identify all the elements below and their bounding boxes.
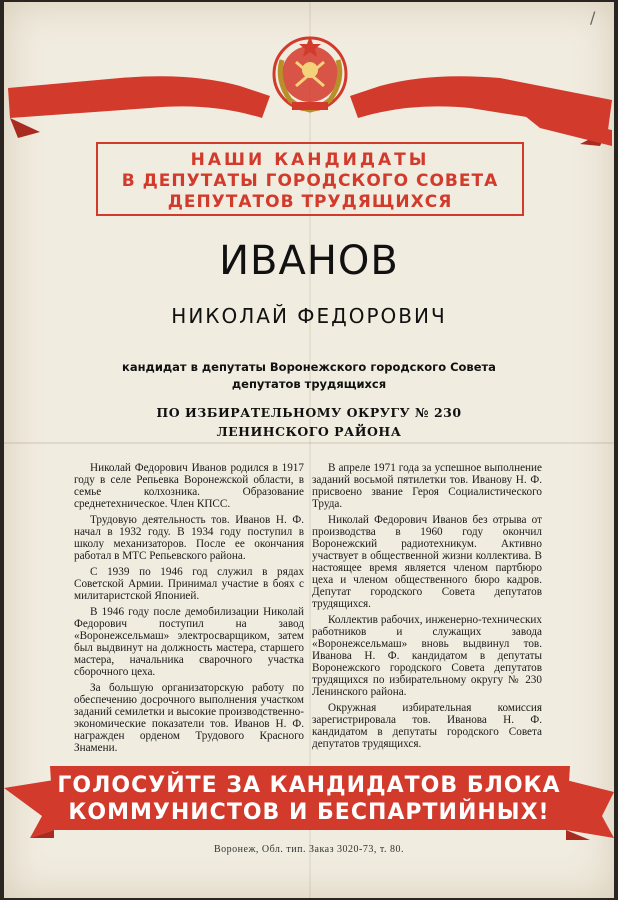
bio-paragraph: В апреле 1971 года за успешное выполнение заданий восьмой пятилетки тов. Иванову Н. Ф. присвоено звание Героя Социалистического Труда. xyxy=(312,462,542,510)
slogan-line-2: КОММУНИСТОВ И БЕСПАРТИЙНЫХ! xyxy=(68,800,550,825)
top-ribbon-banner xyxy=(0,0,618,150)
district-line-1: ПО ИЗБИРАТЕЛЬНОМУ ОКРУГУ № 230 xyxy=(156,405,462,420)
state-emblem-icon xyxy=(274,36,346,110)
bio-paragraph: Трудовую деятельность тов. Иванов Н. Ф. начал в 1932 году. В 1934 году поступил в школу механизаторов. После ее окончания работал в МТС Репьевского района. xyxy=(74,514,304,562)
header-line-3: ДЕПУТАТОВ ТРУДЯЩИХСЯ xyxy=(167,192,453,212)
biography-right-column xyxy=(312,462,542,754)
bio-paragraph: Окружная избирательная комиссия зарегистрировала тов. Иванова Н. Ф. кандидатом в депутаты городского Совета депутатов трудящихся. xyxy=(312,702,542,750)
header-line-1: НАШИ КАНДИДАТЫ xyxy=(190,150,430,170)
bio-paragraph: В 1946 году после демобилизации Николай Федорович поступил на завод «Воронежсельмаш» электросварщиком, затем был выдвинут на должность мастера, старшего мастера, начальника сварочного участка сборочного цеха. xyxy=(74,606,304,678)
slogan-line-1: ГОЛОСУЙТЕ ЗА КАНДИДАТОВ БЛОКА xyxy=(57,773,561,798)
bio-paragraph: За большую организаторскую работу по обеспечению досрочного выполнения участком заданий семилетки и высокие производственно-экономические показатели тов. Иванов Н. Ф. награжден орденом Трудового Красного Знамени. xyxy=(74,682,304,754)
bio-paragraph: Николай Федорович Иванов родился в 1917 году в селе Репьевка Воронежской области, в семье колхозника. Образование среднетехническое. Член КПСС. xyxy=(74,462,304,510)
header-box xyxy=(96,142,524,216)
district-line-2: ЛЕНИНСКОГО РАЙОНА xyxy=(216,424,402,439)
biography-left-column xyxy=(74,462,304,758)
bio-paragraph: Коллектив рабочих, инженерно-технических работников и служащих завода «Воронежсельмаш» вновь выдвинул тов. Иванова Н. Ф. кандидатом в депутаты Воронежского городского Совета депутатов трудящихся по избирательному округу № 230 Ленинского района. xyxy=(312,614,542,698)
bio-paragraph: Николай Федорович Иванов без отрыва от производства в 1960 году окончил Воронежский радиотехникум. Активно участвует в общественной жизни коллектива. В настоящее время является членом партбюро цеха и членом общественного бюро кадров. Депутат городского Совета депутатов трудящихся. xyxy=(312,514,542,610)
printer-imprint: Воронеж, Обл. тип. Заказ 3020-73, т. 80. xyxy=(214,844,404,855)
bio-paragraph: С 1939 по 1946 год служил в рядах Советской Армии. Принимал участие в боях с милитаристской Японией. xyxy=(74,566,304,602)
candidate-position-line-2: депутатов трудящихся xyxy=(231,377,387,391)
header-line-2: В ДЕПУТАТЫ ГОРОДСКОГО СОВЕТА xyxy=(121,171,499,191)
candidate-surname: ИВАНОВ xyxy=(219,238,399,284)
candidate-given-names: НИКОЛАЙ ФЕДОРОВИЧ xyxy=(171,304,447,328)
candidate-position-line-1: кандидат в депутаты Воронежского городского Совета xyxy=(122,360,496,374)
pencil-mark: / xyxy=(590,8,596,27)
